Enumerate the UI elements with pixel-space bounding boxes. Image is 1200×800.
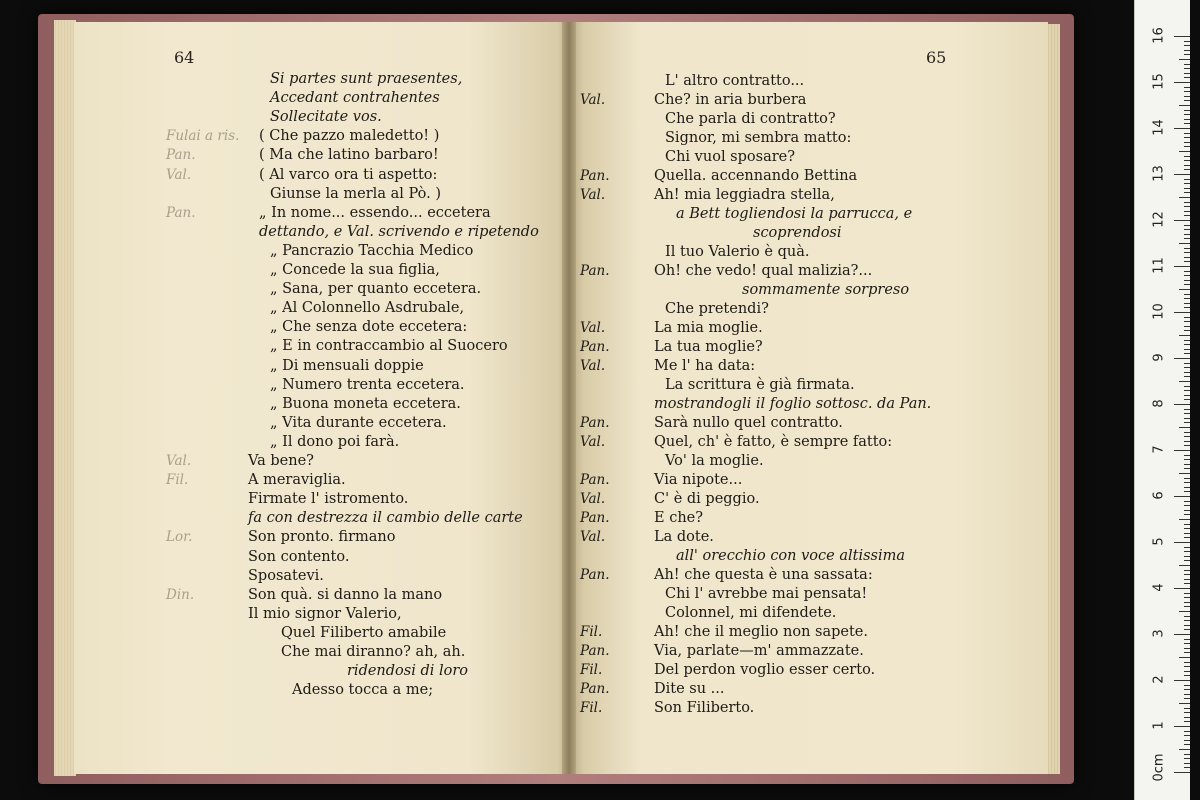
left-page — [74, 22, 568, 774]
ruler-tick — [1184, 252, 1190, 253]
text-line: Quel Filiberto amabile — [281, 624, 447, 641]
text-line: Ah! che questa è una sassata: — [654, 567, 873, 583]
ruler-tick — [1184, 206, 1190, 207]
speaker-label: Val. — [580, 320, 606, 336]
ruler-tick — [1174, 588, 1190, 589]
text-line: „ Al Colonnello Asdrubale, — [270, 300, 465, 317]
ruler-tick — [1179, 427, 1190, 428]
text-line: „ Il dono poi farà. — [270, 433, 400, 450]
ruler-tick — [1184, 583, 1190, 584]
ruler-tick — [1184, 533, 1190, 534]
ruler-tick — [1184, 156, 1190, 157]
ruler-tick — [1184, 261, 1190, 262]
speaker-label: Fil. — [580, 662, 603, 678]
ruler-tick — [1184, 68, 1190, 69]
text-line: Quella. accennando Bettina — [654, 168, 858, 184]
ruler-tick — [1184, 367, 1190, 368]
ruler-tick — [1174, 312, 1190, 313]
ruler-tick — [1179, 749, 1190, 750]
ruler-tick — [1184, 528, 1190, 529]
text-line: Via nipote... — [654, 472, 743, 488]
ruler-tick — [1184, 464, 1190, 465]
text-line: fa con destrezza il cambio delle carte — [248, 510, 523, 527]
ruler-tick — [1184, 165, 1190, 166]
text-line: dettando, e Val. scrivendo e ripetendo — [259, 223, 539, 240]
ruler-tick — [1184, 547, 1190, 548]
ruler-tick — [1184, 754, 1190, 755]
text-line: scoprendosi — [753, 225, 842, 241]
ruler-number: 7 — [1151, 445, 1167, 454]
text-line: Che parla di contratto? — [665, 111, 836, 127]
ruler-tick — [1179, 197, 1190, 198]
ruler-tick — [1184, 763, 1190, 764]
ruler-tick — [1184, 551, 1190, 552]
text-line: Firmate l' istromento. — [248, 491, 409, 508]
left-page-number: 64 — [174, 48, 195, 67]
ruler-tick — [1184, 708, 1190, 709]
ruler-tick — [1179, 657, 1190, 658]
ruler-tick — [1184, 123, 1190, 124]
ruler-number: 12 — [1151, 211, 1167, 228]
ruler-tick — [1184, 468, 1190, 469]
ruler-number: 2 — [1151, 675, 1167, 684]
ruler-tick — [1184, 482, 1190, 483]
ruler-tick — [1179, 335, 1190, 336]
ruler-tick — [1184, 317, 1190, 318]
ruler-number: 10 — [1151, 303, 1167, 320]
text-line: „ Numero trenta eccetera. — [270, 376, 465, 393]
text-line: a Bett togliendosi la parrucca, e — [676, 206, 913, 222]
text-line: „ Buona moneta eccetera. — [270, 395, 461, 412]
ruler-tick — [1184, 284, 1190, 285]
speaker-label: Pan. — [166, 204, 196, 221]
ruler-tick — [1184, 192, 1190, 193]
ruler-tick — [1184, 87, 1190, 88]
text-line: Son quà. si danno la mano — [248, 586, 443, 603]
ruler-tick — [1184, 574, 1190, 575]
ruler-tick — [1184, 100, 1190, 101]
text-line: Sarà nullo quel contratto. — [654, 415, 843, 431]
ruler-tick — [1184, 597, 1190, 598]
ruler-tick — [1184, 160, 1190, 161]
text-line: „ E in contraccambio al Suocero — [270, 338, 508, 355]
ruler-tick — [1184, 390, 1190, 391]
ruler-tick — [1184, 234, 1190, 235]
ruler-tick — [1184, 694, 1190, 695]
ruler-tick — [1184, 248, 1190, 249]
text-line: ( Che pazzo maledetto! ) — [259, 128, 440, 145]
ruler-number: 5 — [1151, 537, 1167, 546]
speaker-label: Din. — [166, 586, 195, 603]
ruler-tick — [1179, 381, 1190, 382]
ruler-tick — [1184, 376, 1190, 377]
ruler-tick — [1184, 643, 1190, 644]
text-line: Che pretendi? — [665, 301, 769, 317]
text-line: ridendosi di loro — [347, 663, 469, 680]
speaker-label: Val. — [166, 166, 192, 183]
speaker-label: Pan. — [580, 510, 610, 526]
speaker-label: Val. — [580, 187, 606, 203]
ruler-tick — [1184, 422, 1190, 423]
ruler-tick — [1184, 501, 1190, 502]
text-line: Me l' ha data: — [654, 358, 756, 374]
text-line: „ Che senza dote eccetera: — [270, 319, 468, 336]
ruler-tick — [1184, 735, 1190, 736]
ruler-tick — [1174, 496, 1190, 497]
text-line: „ Pancrazio Tacchia Medico — [270, 242, 474, 259]
ruler-tick — [1184, 639, 1190, 640]
text-line: La tua moglie? — [654, 339, 763, 355]
ruler-tick — [1174, 266, 1190, 267]
ruler-tick — [1184, 215, 1190, 216]
text-line: Che? in aria burbera — [654, 92, 807, 108]
ruler-tick — [1179, 703, 1190, 704]
text-line: Ah! che il meglio non sapete. — [654, 624, 868, 640]
ruler-tick — [1184, 432, 1190, 433]
speaker-label: Fil. — [166, 472, 189, 489]
ruler-tick — [1184, 698, 1190, 699]
text-line: Che mai diranno? ah, ah. — [281, 644, 466, 660]
ruler-tick — [1184, 73, 1190, 74]
ruler-tick — [1174, 358, 1190, 359]
ruler-tick — [1184, 593, 1190, 594]
speaker-label: Val. — [580, 434, 606, 450]
speaker-label: Pan. — [580, 339, 610, 355]
ruler-tick — [1184, 459, 1190, 460]
ruler-tick — [1184, 689, 1190, 690]
speaker-label: Pan. — [580, 681, 610, 697]
ruler-number: 6 — [1151, 491, 1167, 500]
ruler-tick — [1184, 326, 1190, 327]
ruler-tick — [1184, 238, 1190, 239]
text-line: Sposatevi. — [248, 567, 324, 584]
text-line: Il mio signor Valerio, — [248, 605, 402, 622]
text-line: A meraviglia. — [248, 472, 346, 489]
text-line: ( Al varco ora ti aspetto: — [259, 166, 438, 183]
ruler-tick — [1174, 404, 1190, 405]
ruler-tick — [1184, 652, 1190, 653]
ruler-tick — [1179, 151, 1190, 152]
ruler-tick — [1184, 344, 1190, 345]
ruler-tick — [1184, 721, 1190, 722]
ruler-tick — [1184, 330, 1190, 331]
ruler-tick — [1174, 82, 1190, 83]
ruler-tick — [1184, 491, 1190, 492]
speaker-label: Val. — [580, 92, 606, 108]
text-line: C' è di peggio. — [654, 491, 760, 507]
right-page — [570, 22, 1048, 774]
ruler-tick — [1179, 611, 1190, 612]
speaker-label: Fil. — [580, 700, 603, 716]
ruler-tick — [1184, 41, 1190, 42]
ruler-number: 0cm — [1151, 753, 1167, 782]
ruler-tick — [1184, 399, 1190, 400]
ruler-tick — [1184, 280, 1190, 281]
ruler-tick — [1174, 450, 1190, 451]
ruler-tick — [1184, 50, 1190, 51]
ruler-number: 13 — [1151, 165, 1167, 182]
ruler-tick — [1184, 45, 1190, 46]
ruler-tick — [1184, 418, 1190, 419]
ruler-tick — [1184, 556, 1190, 557]
text-line: La scrittura è già firmata. — [665, 377, 855, 393]
text-line: Accedant contrahentes — [270, 90, 440, 107]
text-line: Signor, mi sembra matto: — [665, 130, 852, 146]
ruler-tick — [1184, 395, 1190, 396]
ruler-tick — [1184, 560, 1190, 561]
ruler-tick — [1174, 726, 1190, 727]
ruler-tick — [1184, 758, 1190, 759]
ruler-tick — [1184, 211, 1190, 212]
ruler-tick — [1179, 243, 1190, 244]
ruler-tick — [1184, 96, 1190, 97]
ruler-tick — [1184, 169, 1190, 170]
ruler-number: 11 — [1151, 257, 1167, 274]
ruler-tick — [1184, 77, 1190, 78]
ruler-tick — [1184, 505, 1190, 506]
ruler-tick — [1184, 54, 1190, 55]
ruler-tick — [1184, 64, 1190, 65]
ruler-number: 8 — [1151, 399, 1167, 408]
ruler-tick — [1184, 349, 1190, 350]
speaker-label: Pan. — [580, 472, 610, 488]
text-line: „ In nome... essendo... eccetera — [259, 204, 491, 221]
text-line: Chi l' avrebbe mai pensata! — [665, 586, 868, 602]
ruler-tick — [1184, 740, 1190, 741]
book-gutter — [562, 22, 576, 774]
speaker-label: Fulai a ris. — [166, 128, 240, 145]
ruler-tick — [1174, 542, 1190, 543]
text-line: sommamente sorpreso — [742, 282, 910, 298]
text-line: E che? — [654, 510, 704, 526]
ruler-tick — [1184, 616, 1190, 617]
ruler-tick — [1184, 441, 1190, 442]
ruler-tick — [1184, 188, 1190, 189]
ruler-tick — [1184, 298, 1190, 299]
ruler-tick — [1184, 409, 1190, 410]
ruler-tick — [1184, 303, 1190, 304]
ruler-tick — [1184, 675, 1190, 676]
ruler-tick — [1184, 767, 1190, 768]
text-line: ( Ma che latino barbaro! — [259, 147, 439, 164]
ruler-tick — [1184, 524, 1190, 525]
text-line: Via, parlate—m' ammazzate. — [654, 643, 864, 659]
ruler-tick — [1184, 602, 1190, 603]
right-page-number: 65 — [926, 48, 947, 67]
ruler-tick — [1184, 514, 1190, 515]
ruler-tick — [1184, 445, 1190, 446]
text-line: Adesso tocca a me; — [292, 682, 434, 699]
ruler-tick — [1184, 137, 1190, 138]
ruler-tick — [1179, 473, 1190, 474]
ruler-tick — [1184, 91, 1190, 92]
ruler-tick — [1184, 257, 1190, 258]
ruler-tick — [1184, 363, 1190, 364]
text-line: Dite su ... — [654, 681, 725, 697]
speaker-label: Val. — [580, 358, 606, 374]
speaker-label: Pan. — [580, 643, 610, 659]
ruler-tick — [1184, 731, 1190, 732]
ruler-tick — [1184, 229, 1190, 230]
ruler-number: 16 — [1151, 27, 1167, 44]
text-line: La mia moglie. — [654, 320, 763, 336]
speaker-label: Val. — [580, 491, 606, 507]
text-line: „ Di mensuali doppie — [270, 357, 424, 374]
text-line: mostrandogli il foglio sottosc. da Pan. — [654, 396, 932, 412]
ruler-tick — [1184, 114, 1190, 115]
ruler-tick — [1184, 629, 1190, 630]
ruler-tick — [1184, 510, 1190, 511]
ruler-number: 3 — [1151, 629, 1167, 638]
text-line: Sollecitate vos. — [270, 109, 382, 126]
text-line: „ Sana, per quanto eccetera. — [270, 281, 482, 298]
ruler-tick — [1184, 142, 1190, 143]
ruler-number: 14 — [1151, 119, 1167, 136]
text-line: Colonnel, mi difendete. — [665, 605, 837, 621]
ruler-tick — [1184, 271, 1190, 272]
text-line: Chi vuol sposare? — [665, 149, 796, 165]
speaker-label: Fil. — [580, 624, 603, 640]
ruler-tick — [1174, 128, 1190, 129]
text-line: Quel, ch' è fatto, è sempre fatto: — [654, 434, 893, 450]
ruler-tick — [1184, 294, 1190, 295]
ruler-tick — [1184, 436, 1190, 437]
ruler-tick — [1184, 133, 1190, 134]
page-edges-left — [54, 20, 76, 776]
ruler-tick — [1174, 174, 1190, 175]
speaker-label: Lor. — [166, 529, 193, 546]
ruler-tick — [1184, 307, 1190, 308]
ruler-tick — [1184, 606, 1190, 607]
ruler-tick — [1184, 146, 1190, 147]
measuring-ruler — [1134, 0, 1190, 800]
ruler-tick — [1184, 413, 1190, 414]
ruler-tick — [1174, 220, 1190, 221]
ruler-tick — [1184, 478, 1190, 479]
ruler-tick — [1174, 680, 1190, 681]
speaker-label: Pan. — [580, 415, 610, 431]
text-line: L' altro contratto... — [665, 73, 805, 89]
ruler-number: 9 — [1151, 353, 1167, 362]
ruler-tick — [1184, 570, 1190, 571]
ruler-tick — [1179, 105, 1190, 106]
ruler-tick — [1184, 202, 1190, 203]
text-line: Giunse la merla al Pò. ) — [270, 185, 441, 202]
text-line: all' orecchio con voce altissima — [676, 548, 906, 564]
ruler-tick — [1184, 579, 1190, 580]
speaker-label: Pan. — [580, 168, 610, 184]
text-line: Si partes sunt praesentes, — [270, 71, 463, 87]
ruler-tick — [1184, 537, 1190, 538]
ruler-tick — [1184, 225, 1190, 226]
ruler-tick — [1184, 487, 1190, 488]
ruler-number: 15 — [1151, 73, 1167, 90]
ruler-tick — [1184, 625, 1190, 626]
ruler-tick — [1184, 648, 1190, 649]
text-line: Son pronto. firmano — [248, 529, 396, 546]
ruler-tick — [1184, 119, 1190, 120]
speaker-label: Val. — [166, 453, 192, 469]
ruler-tick — [1174, 36, 1190, 37]
ruler-tick — [1184, 666, 1190, 667]
text-line: Va bene? — [248, 453, 314, 469]
speaker-label: Pan. — [580, 263, 610, 279]
ruler-tick — [1184, 321, 1190, 322]
ruler-tick — [1179, 59, 1190, 60]
ruler-tick — [1184, 340, 1190, 341]
text-line: Vo' la moglie. — [665, 453, 764, 469]
ruler-tick — [1184, 620, 1190, 621]
ruler-number: 1 — [1151, 721, 1167, 730]
ruler-tick — [1174, 634, 1190, 635]
text-line: Oh! che vedo! qual malizia?... — [654, 263, 873, 279]
ruler-tick — [1184, 110, 1190, 111]
ruler-tick — [1184, 717, 1190, 718]
text-line: „ Vita durante eccetera. — [270, 414, 447, 431]
ruler-tick — [1184, 671, 1190, 672]
speaker-label: Pan. — [166, 147, 196, 164]
ruler-tick — [1184, 372, 1190, 373]
text-line: Son contento. — [248, 548, 350, 565]
ruler-tick — [1184, 179, 1190, 180]
text-line: La dote. — [654, 529, 714, 545]
ruler-tick — [1184, 662, 1190, 663]
text-line: Ah! mia leggiadra stella, — [654, 187, 835, 203]
ruler-tick — [1184, 455, 1190, 456]
text-line: „ Concede la sua figlia, — [270, 262, 440, 278]
speaker-label: Val. — [580, 529, 606, 545]
ruler-tick — [1179, 565, 1190, 566]
ruler-tick — [1184, 685, 1190, 686]
ruler-number: 4 — [1151, 583, 1167, 592]
ruler-tick — [1184, 275, 1190, 276]
ruler-tick — [1184, 744, 1190, 745]
speaker-label: Pan. — [580, 567, 610, 583]
ruler-tick — [1174, 772, 1190, 773]
text-line: Del perdon voglio esser certo. — [654, 662, 876, 678]
ruler-tick — [1184, 712, 1190, 713]
ruler-tick — [1184, 386, 1190, 387]
ruler-tick — [1184, 183, 1190, 184]
text-line: Son Filiberto. — [654, 700, 755, 716]
ruler-tick — [1179, 519, 1190, 520]
ruler-tick — [1179, 289, 1190, 290]
text-line: Il tuo Valerio è quà. — [665, 244, 810, 260]
ruler-tick — [1184, 353, 1190, 354]
